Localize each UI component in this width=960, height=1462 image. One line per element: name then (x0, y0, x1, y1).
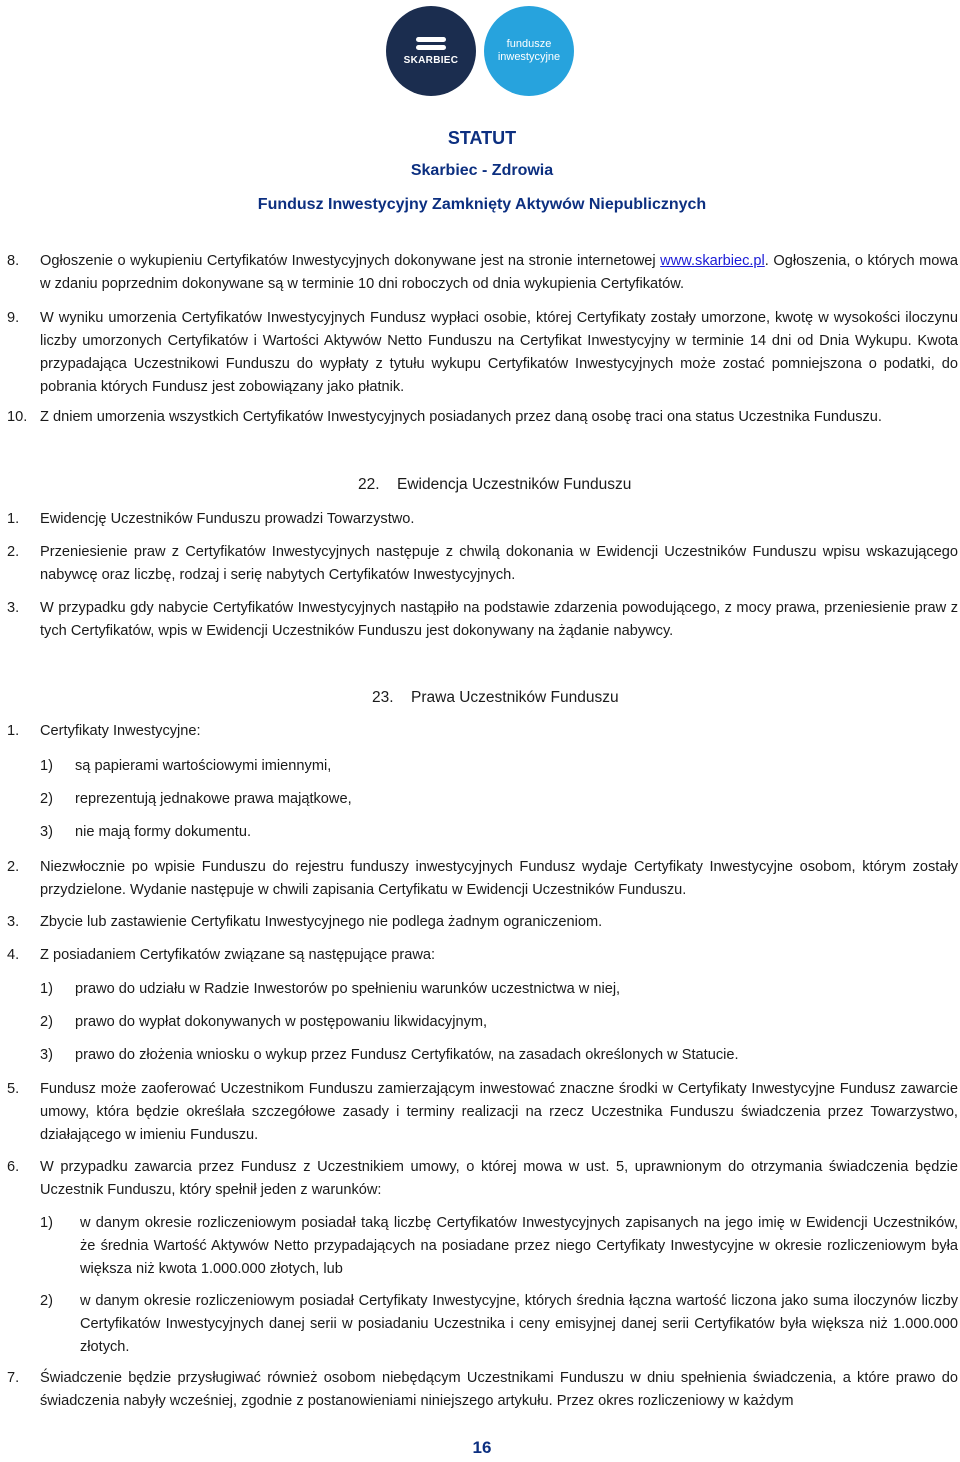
fundusze-logo-line2: inwestycyjne (497, 51, 561, 63)
section-item-number: 5. (7, 1081, 20, 1097)
section-item-number: 1. (7, 723, 20, 739)
section-22-item-1: Ewidencję Uczestników Funduszu prowadzi Towarzystwo. (40, 511, 415, 527)
document-title: STATUT (447, 128, 517, 148)
section-23-item-2: Niezwłocznie po wpisie Funduszu do rejestru funduszy inwestycyjnych Fundusz wydaje Certyfikaty Inwestycyjne osobom, którym zostały przydzielone. Wydanie następuje w chwili zapisania Certyfikatu w Ewidencji Uczestników Funduszu. (40, 859, 958, 898)
sub-item-number: 1) (40, 1215, 53, 1231)
section-22-number: 22. (358, 476, 380, 493)
sub-item-number: 2) (40, 791, 53, 807)
section-23-number: 23. (372, 689, 394, 706)
point-8-text-before: Ogłoszenie o wykupieniu Certyfikatów Inwestycyjnych dokonywane jest na stronie internetowej (40, 253, 661, 269)
point-9-text: W wyniku umorzenia Certyfikatów Inwestycyjnych Fundusz wypłaci osobie, której Certyfikaty zostały umorzone, kwotę w wysokości iloczynu liczby umorzonych Certyfikatów i Wartości Aktywów Netto Funduszu na Certyfikat Inwestycyjny w terminie 14 dni od Dnia Wykupu. Kwota przypadająca Uczestnikowi Funduszu do wypłaty z tytułu wykupu Certyfikatów Inwestycyjnych może zostać pomniejszona o podatki, do pobrania których Fundusz jest zobowiązany jako płatnik. (40, 310, 958, 395)
sub-item-number: 3) (40, 1047, 53, 1063)
section-item-number: 7. (7, 1370, 20, 1386)
skarbiec-logo (386, 6, 476, 96)
skarbiec-link[interactable]: www.skarbiec.pl (660, 253, 765, 269)
section-23-item-4-sub-2: prawo do wypłat dokonywanych w postępowaniu likwidacyjnym, (75, 1014, 488, 1030)
point-8-text (40, 250, 958, 296)
section-23-item-4-sub-1: prawo do udziału w Radzie Inwestorów po spełnieniu warunków uczestnictwa w niej, (75, 981, 621, 997)
section-item-number: 1. (7, 511, 20, 527)
section-23-item-6: W przypadku zawarcia przez Fundusz z Uczestnikiem umowy, o której mowa w ust. 5, uprawnionym do otrzymania świadczenia będzie Uczestnik Funduszu, który spełnił jeden z warunków: (40, 1159, 958, 1198)
sub-item-number: 2) (40, 1293, 53, 1309)
document-subtitle: Skarbiec - Zdrowia (410, 162, 554, 179)
section-23-item-5: Fundusz może zaoferować Uczestnikom Funduszu zamierzającym inwestować znaczne środki w Certyfikaty Inwestycyjne Fundusz zawarcie umowy, która będzie określała szczegółowe zasady i terminy realizacji na rzecz Uczestnika Funduszu świadczenia przez Towarzystwo, działającego w imieniu Funduszu. (40, 1081, 958, 1143)
sub-item-number: 1) (40, 758, 53, 774)
sub-item-number: 2) (40, 1014, 53, 1030)
section-23-item-4: Z posiadaniem Certyfikatów związane są następujące prawa: (40, 947, 436, 963)
fundusze-logo-line1: fundusze (506, 38, 552, 50)
section-23-item-1-sub-2: reprezentują jednakowe prawa majątkowe, (75, 791, 352, 807)
section-22-item-2: Przeniesienie praw z Certyfikatów Inwestycyjnych następuje z chwilą dokonania w Ewidencji Uczestników Funduszu wpisu wskazującego nabywcę oraz liczbę, rodzaj i serię nabytych Certyfikatów Inwestycyjnych. (40, 544, 958, 583)
section-item-number: 2. (7, 544, 20, 560)
section-item-number: 6. (7, 1159, 20, 1175)
section-23-item-1-sub-3: nie mają formy dokumentu. (75, 824, 252, 840)
skarbiec-mark-icon (416, 37, 446, 51)
section-23-item-7: Świadczenie będzie przysługiwać również osobom niebędącym Uczestnikami Funduszu w dniu spełnienia świadczenia, a które prawo do świadczenia nabyły wcześniej, zgodnie z postanowieniami niniejszego artykułu. Przez okres rozliczeniowy w każdym (40, 1370, 958, 1409)
section-23-item-6-sub-1: w danym okresie rozliczeniowym posiadał taką liczbę Certyfikatów Inwestycyjnych zapisanych na jego imię w Ewidencji Uczestników, że średnia Wartość Aktywów Netto przypadających na posiadane przez niego Certyfikaty Inwestycyjne w okresie rozliczeniowym była większa niż kwota 1.000.000 złotych, lub (80, 1215, 958, 1277)
sub-item-number: 1) (40, 981, 53, 997)
section-item-number: 4. (7, 947, 20, 963)
section-22-title: Ewidencja Uczestników Funduszu (397, 476, 632, 493)
section-22-item-3: W przypadku gdy nabycie Certyfikatów Inwestycyjnych nastąpiło na podstawie zdarzenia powodującego, z mocy prawa, przeniesienie praw z tych Certyfikatów, wpis w Ewidencji Uczestników Funduszu jest dokonywany na żądanie nabywcy. (40, 600, 958, 639)
fundusze-logo (484, 6, 574, 96)
section-item-number: 3. (7, 914, 20, 930)
section-item-number: 3. (7, 600, 20, 616)
section-23-item-4-sub-3: prawo do złożenia wniosku o wykup przez Fundusz Certyfikatów, na zasadach określonych w Statucie. (75, 1047, 739, 1063)
section-23-item-1: Certyfikaty Inwestycyjne: (40, 723, 201, 739)
page-number: 16 (472, 1438, 492, 1457)
point-8-text-after: . Ogłoszenia, o których mowa w zdaniu poprzednim dokonywane są w terminie 10 dni roboczych od dnia wykupienia Certyfikatów. (40, 253, 959, 292)
point-number: 10. (7, 409, 28, 425)
section-item-number: 2. (7, 859, 20, 875)
section-23-title: Prawa Uczestników Funduszu (411, 689, 619, 706)
skarbiec-logo-text: SKARBIEC (403, 54, 459, 66)
point-10-text: Z dniem umorzenia wszystkich Certyfikatów Inwestycyjnych posiadanych przez daną osobę traci ona status Uczestnika Funduszu. (40, 409, 882, 425)
point-number: 9. (7, 310, 20, 326)
fund-name: Fundusz Inwestycyjny Zamknięty Aktywów Niepublicznych (257, 196, 707, 213)
point-number: 8. (7, 253, 20, 269)
section-23-item-3: Zbycie lub zastawienie Certyfikatu Inwestycyjnego nie podlega żadnym ograniczeniom. (40, 914, 603, 930)
section-23-item-6-sub-2: w danym okresie rozliczeniowym posiadał Certyfikaty Inwestycyjne, których średnia łączna wartość liczona jako suma iloczynów liczby Certyfikatów Inwestycyjnych danej serii w posiadaniu Uczestnika i ceny emisyjnej danej serii Certyfikatów była większa niż 1.000.000 złotych. (80, 1293, 958, 1355)
section-23-item-1-sub-1: są papierami wartościowymi imiennymi, (75, 758, 332, 774)
sub-item-number: 3) (40, 824, 53, 840)
